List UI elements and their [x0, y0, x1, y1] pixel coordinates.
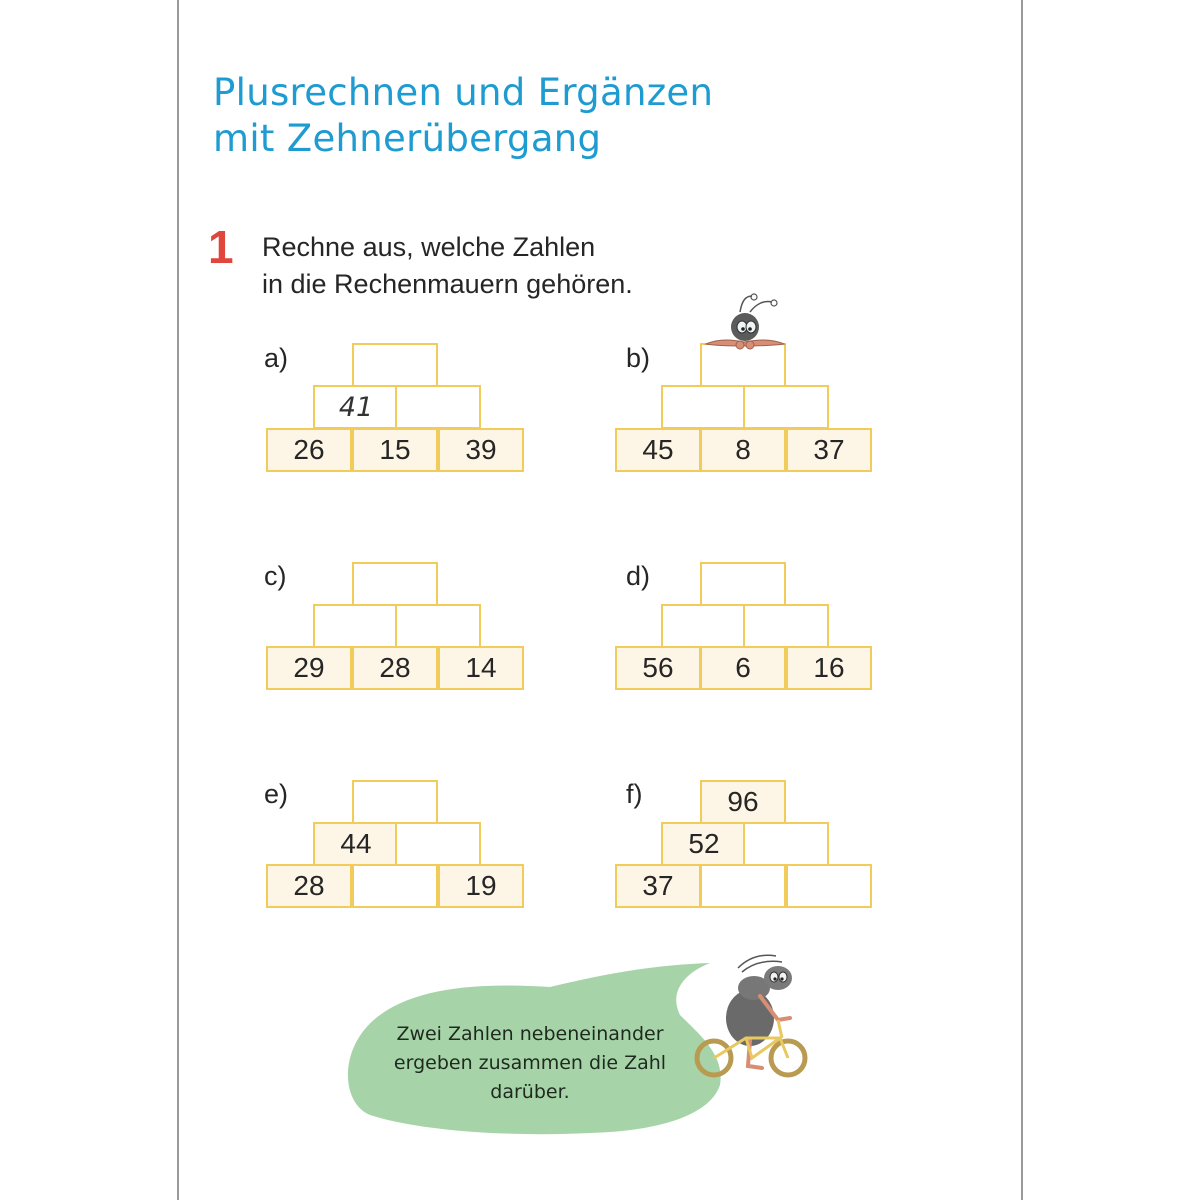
wall-f-middle-left: 52: [661, 822, 747, 866]
wall-c-middle-right[interactable]: [395, 604, 481, 648]
wall-b-bottom-1: 45: [615, 428, 701, 472]
wall-label-f: f): [626, 779, 643, 809]
hint-line-2: ergeben zusammen die Zahl: [393, 1052, 667, 1074]
wall-a-peak[interactable]: [352, 343, 438, 387]
task-number: 1: [208, 221, 234, 273]
wall-c-middle-left[interactable]: [313, 604, 399, 648]
wall-d-bottom-3: 16: [786, 646, 872, 690]
wall-e-bottom-1: 28: [266, 864, 352, 908]
wall-a-bottom-1: 26: [266, 428, 352, 472]
wall-f-bottom-3[interactable]: [786, 864, 872, 908]
wall-label-e: e): [264, 779, 289, 809]
wall-d-middle-right[interactable]: [743, 604, 829, 648]
task-instruction: [262, 229, 633, 303]
wall-b-middle-left[interactable]: [661, 385, 747, 429]
wall-e-middle-right[interactable]: [395, 822, 481, 866]
wall-a-middle-right[interactable]: [395, 385, 481, 429]
wall-b-middle-right[interactable]: [743, 385, 829, 429]
hint-text: [360, 1020, 700, 1107]
wall-label-b: b): [626, 343, 651, 373]
hint-line-3: darüber.: [490, 1081, 570, 1103]
wall-label-d: d): [626, 561, 651, 591]
wall-b-bottom-3: 37: [786, 428, 872, 472]
wall-f-bottom-2[interactable]: [700, 864, 786, 908]
wall-d-bottom-1: 56: [615, 646, 701, 690]
wall-e-peak[interactable]: [352, 780, 438, 824]
wall-e-bottom-2[interactable]: [352, 864, 438, 908]
hint-line-1: Zwei Zahlen nebeneinander: [396, 1023, 664, 1045]
task-instruction-line-2: in die Rechenmauern gehören.: [262, 269, 633, 299]
ant-peeking-illustration: [700, 290, 790, 355]
wall-a-bottom-2: 15: [352, 428, 438, 472]
wall-c-bottom-1: 29: [266, 646, 352, 690]
wall-b-bottom-2: 8: [700, 428, 786, 472]
task-instruction-line-1: Rechne aus, welche Zahlen: [262, 232, 596, 262]
wall-c-bottom-3: 14: [438, 646, 524, 690]
wall-c-bottom-2: 28: [352, 646, 438, 690]
wall-e-bottom-3: 19: [438, 864, 524, 908]
wall-d-bottom-2: 6: [700, 646, 786, 690]
wall-e-middle-left: 44: [313, 822, 399, 866]
wall-f-peak: 96: [700, 780, 786, 824]
title-line-1: Plusrechnen und Ergänzen: [213, 71, 714, 114]
wall-f-middle-right[interactable]: [743, 822, 829, 866]
wall-a-middle-left[interactable]: 41: [313, 385, 399, 429]
wall-d-peak[interactable]: [700, 562, 786, 606]
wall-d-middle-left[interactable]: [661, 604, 747, 648]
wall-c-peak[interactable]: [352, 562, 438, 606]
wall-label-a: a): [264, 343, 289, 373]
page-title: [213, 70, 713, 162]
ant-on-bicycle-illustration: [690, 950, 810, 1090]
wall-a-bottom-3: 39: [438, 428, 524, 472]
title-line-2: mit Zehnerübergang: [213, 117, 602, 160]
wall-label-c: c): [264, 561, 287, 591]
wall-f-bottom-1: 37: [615, 864, 701, 908]
